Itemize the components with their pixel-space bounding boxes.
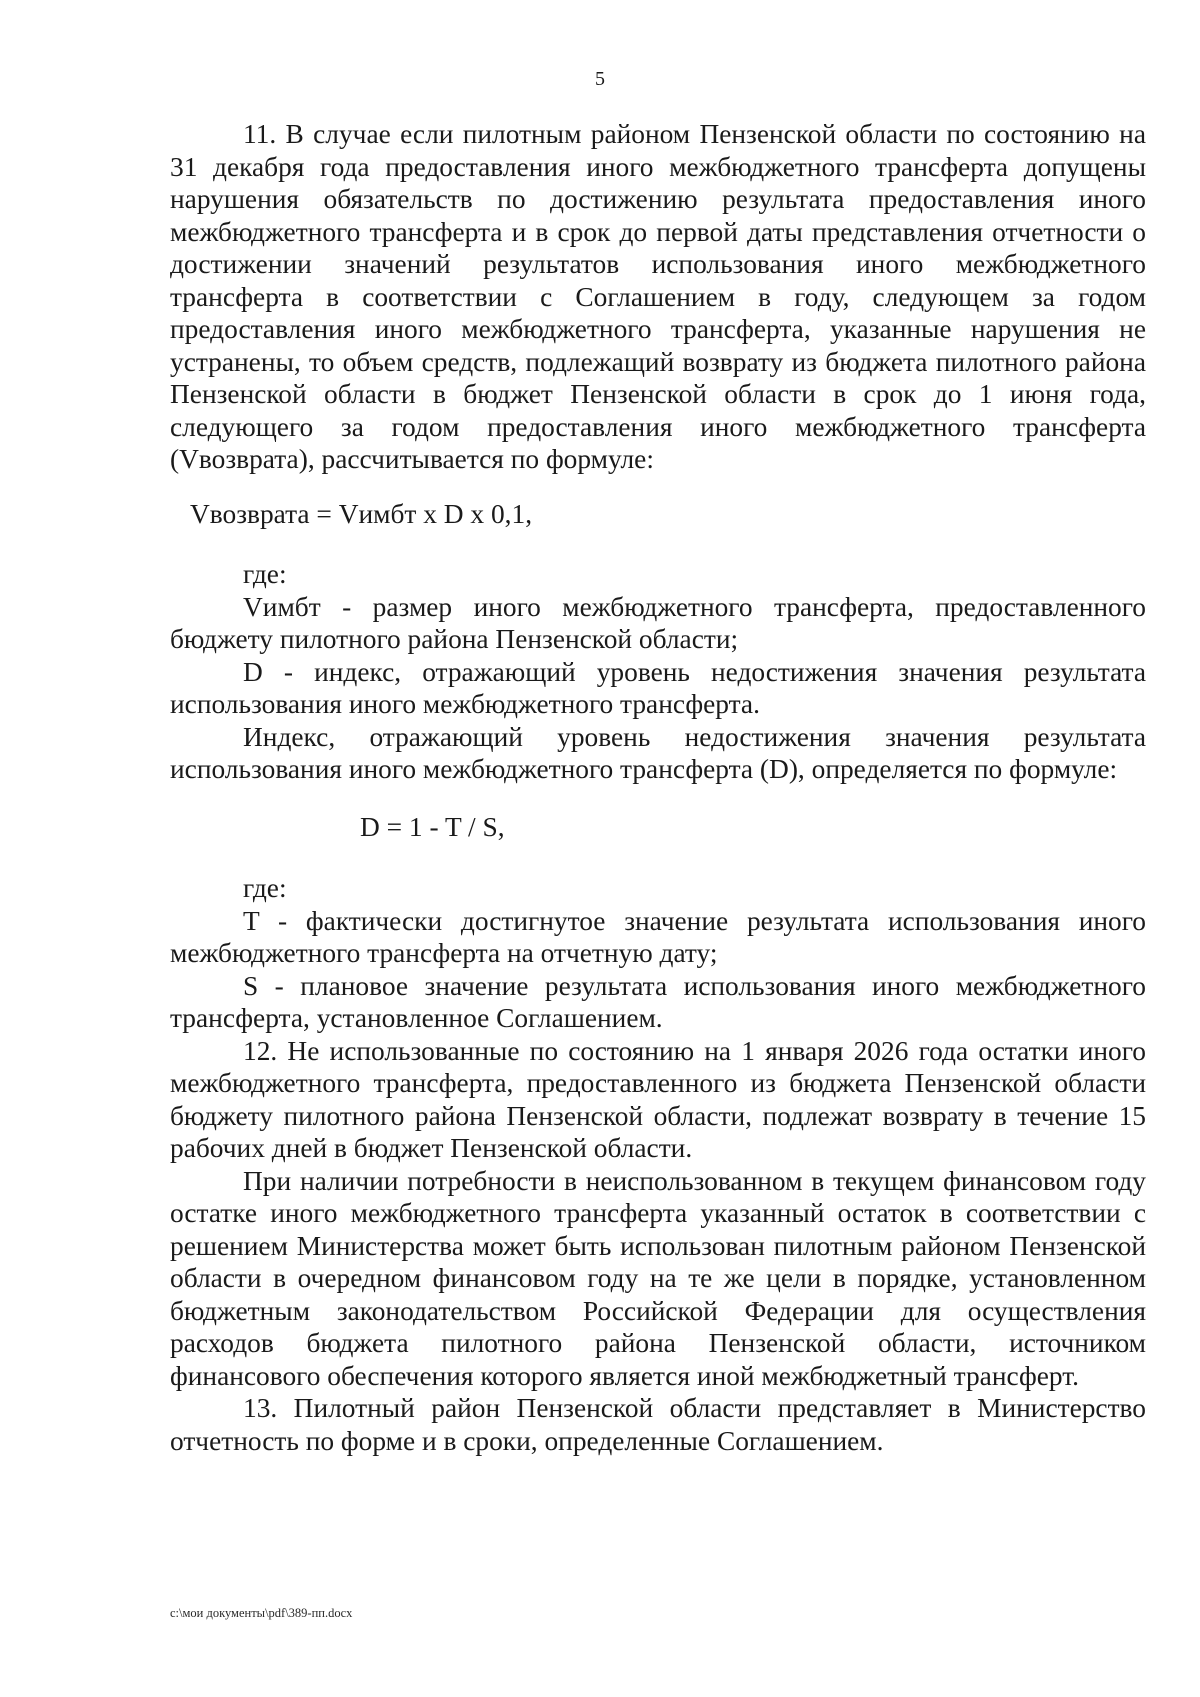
paragraph-12: 12. Не использованные по состоянию на 1 января 2026 года остатки иного межбюджетного трансферта, предоставленного из бюджета Пензенской области бюджету пилотного района Пензенской области, подлежат возврату в течение 15 рабочих дней в бюджет Пензенской области. bbox=[170, 1035, 1146, 1163]
paragraph-12-continued: При наличии потребности в неиспользованном в текущем финансовом году остатке иного межбюджетного трансферта указанный остаток в соответствии с решением Министерства может быть использован пилотным районом Пензенской области в очередном финансовом году на те же цели в порядке, установленном бюджетным законодательством Российской Федерации для осуществления расходов бюджета пилотного района Пензенской области, источником финансового обеспечения которого является иной межбюджетный трансферт. bbox=[170, 1165, 1146, 1391]
where-label-2: где: bbox=[243, 873, 287, 903]
definition-d: D - индекс, отражающий уровень недостижения значения результата использования иного межбюджетного трансферта. bbox=[170, 656, 1146, 719]
formula-vreturn: Vвозврата = Vимбт x D x 0,1, bbox=[190, 498, 533, 529]
paragraph-13: 13. Пилотный район Пензенской области представляет в Министерство отчетность по форме и в сроки, определенные Соглашением. bbox=[170, 1393, 1146, 1456]
where-label-1: где: bbox=[243, 559, 287, 589]
index-intro: Индекс, отражающий уровень недостижения значения результата использования иного межбюджетного трансферта (D), определяется по формуле: bbox=[170, 721, 1146, 784]
definition-t: T - фактически достигнутое значение результата использования иного межбюджетного трансферта на отчетную дату; bbox=[170, 905, 1146, 968]
formula-d: D = 1 - T / S, bbox=[360, 811, 505, 842]
document-body bbox=[170, 118, 1146, 1457]
definition-vimbt: Vимбт - размер иного межбюджетного трансферта, предоставленного бюджету пилотного района Пензенской области; bbox=[170, 591, 1146, 654]
footer-file-path: c:\мои документы\pdf\389-пп.docx bbox=[170, 1606, 353, 1620]
page-number: 5 bbox=[595, 68, 605, 90]
definition-s: S - плановое значение результата использования иного межбюджетного трансферта, установленное Соглашением. bbox=[170, 970, 1146, 1033]
paragraph-11: 11. В случае если пилотным районом Пензенской области по состоянию на 31 декабря года предоставления иного межбюджетного трансферта допущены нарушения обязательств по достижению результата предоставления иного межбюджетного трансферта и в срок до первой даты представления отчетности о достижении значений результатов использования иного межбюджетного трансферта в соответствии с Соглашением в году, следующем за годом предоставления иного межбюджетного трансферта, указанные нарушения не устранены, то объем средств, подлежащий возврату из бюджета пилотного района Пензенской области в бюджет Пензенской области в срок до 1 июня года, следующего за годом предоставления иного межбюджетного трансферта (Vвозврата), рассчитывается по формуле: bbox=[170, 119, 1146, 474]
